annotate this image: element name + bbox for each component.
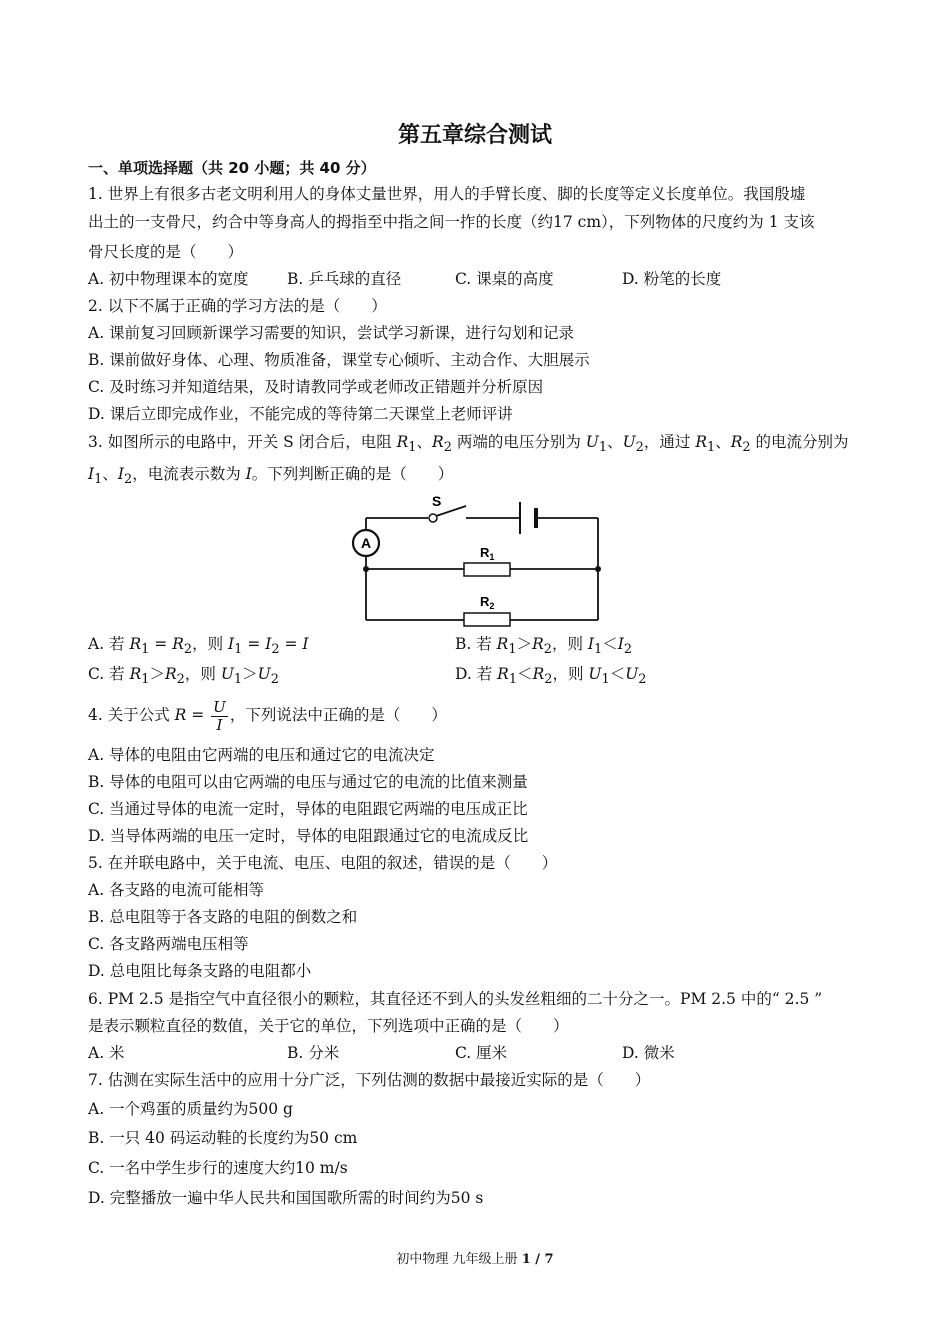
page-number: 1 / 7 xyxy=(521,1252,554,1267)
q2-option-a: A. 课前复习回顾新课学习需要的知识，尝试学习新课，进行勾划和记录 xyxy=(88,324,575,342)
q5-option-d: D. 总电阻比每条支路的电阻都小 xyxy=(88,962,312,980)
r1-label: $R_1$ xyxy=(480,545,495,562)
q5-option-c: C. 各支路两端电压相等 xyxy=(88,935,249,953)
q6-option-a: A. 米 xyxy=(88,1044,125,1062)
q3-option-a: A. 若 $R_1 = R_2$，则 $I_1 = I_2 = I$ xyxy=(88,635,309,658)
q5-option-a: A. 各支路的电流可能相等 xyxy=(88,881,265,899)
q5-stem: 5. 在并联电路中，关于电流、电压、电阻的叙述，错误的是（ ） xyxy=(88,854,558,872)
q4-option-d: D. 当导体两端的电压一定时，导体的电阻跟通过它的电流成反比 xyxy=(88,827,529,845)
q4-option-b: B. 导体的电阻可以由它两端的电压与通过它的电流的比值来测量 xyxy=(88,773,528,791)
q2-stem: 2. 以下不属于正确的学习方法的是（ ） xyxy=(88,297,387,315)
q6-options xyxy=(88,1043,868,1063)
q3-line-1: 3. 如图所示的电路中，开关 S 闭合后，电阻 $R_1$、$R_2$ 两端的电压分别为 $U_1$、$U_2$，通过 $R_1$、$R_2$ 的电流分别为 xyxy=(88,433,849,456)
q6-option-c: C. 厘米 xyxy=(455,1044,508,1062)
q3-option-d: D. 若 $R_1<R_2$，则 $U_1<U_2$ xyxy=(455,665,647,688)
q4-option-c: C. 当通过导体的电流一定时，导体的电阻跟它两端的电压成正比 xyxy=(88,800,528,818)
q4-stem: 4. 关于公式 R = $\frac{U}{I}$ ，下列说法中正确的是（ ） xyxy=(88,697,447,734)
q1-line: 出土的一支骨尺，约合中等身高人的拇指至中指之间一拃的长度（约17 cm），下列物体的尺度约为 1 支该 xyxy=(88,213,815,231)
q5-option-b: B. 总电阻等于各支路的电阻的倒数之和 xyxy=(88,908,358,926)
switch-label: S xyxy=(432,493,442,509)
circuit-diagram xyxy=(340,488,610,628)
q3-line-2: $I_1$、$I_2$，电流表示数为 I。下列判断正确的是（ ） xyxy=(88,465,454,488)
q1-option-d: D. 粉笔的长度 xyxy=(622,270,722,288)
q1-options xyxy=(88,269,868,289)
q7-option-b: B. 一只 40 码运动鞋的长度约为50 cm xyxy=(88,1129,358,1147)
page-title: 第五章综合测试 xyxy=(397,123,552,148)
q1-option-a: A. 初中物理课本的宽度 xyxy=(88,270,249,288)
q4-option-a: A. 导体的电阻由它两端的电压和通过它的电流决定 xyxy=(88,746,435,764)
q1-line: 1. 世界上有很多古老文明利用人的身体丈量世界，用人的手臂长度、脚的长度等定义长度单位。我国殷墟 xyxy=(88,185,806,203)
q1-line: 骨尺长度的是（ ） xyxy=(88,243,244,261)
q6-option-d: D. 微米 xyxy=(622,1044,675,1062)
q2-option-d: D. 课后立即完成作业，不能完成的等待第二天课堂上老师评讲 xyxy=(88,405,513,423)
q3-option-c: C. 若 $R_1>R_2$，则 $U_1>U_2$ xyxy=(88,665,279,688)
q6-option-b: B. 分米 xyxy=(287,1044,340,1062)
formula-fraction: $\frac{U}{I}$ xyxy=(213,697,226,734)
q3-option-b: B. 若 $R_1>R_2$，则 $I_1<I_2$ xyxy=(455,635,633,658)
section-heading: 一、单项选择题（共 20 小题；共 40 分） xyxy=(88,159,376,177)
r2-label: $R_2$ xyxy=(480,594,495,611)
ammeter-label: A xyxy=(360,535,372,551)
q7-option-c: C. 一名中学生步行的速度大约10 m/s xyxy=(88,1159,348,1177)
footer-text: 初中物理 九年级上册 xyxy=(396,1252,522,1267)
q7-option-d: D. 完整播放一遍中华人民共和国国歌所需的时间约为50 s xyxy=(88,1189,484,1207)
q6-line: 6. PM 2.5 是指空气中直径很小的颗粒，其直径还不到人的头发丝粗细的二十分之一。PM 2.5 中的“ 2.5 ” xyxy=(88,990,823,1008)
q7-option-a: A. 一个鸡蛋的质量约为500 g xyxy=(88,1100,293,1118)
q1-option-c: C. 课桌的高度 xyxy=(455,270,554,288)
q6-line: 是表示颗粒直径的数值，关于它的单位，下列选项中正确的是（ ） xyxy=(88,1017,569,1035)
q2-option-c: C. 及时练习并知道结果，及时请教同学或老师改正错题并分析原因 xyxy=(88,378,544,396)
q1-option-b: B. 乒乓球的直径 xyxy=(287,270,402,288)
switch-contact xyxy=(429,514,437,522)
q2-option-b: B. 课前做好身体、心理、物质准备，课堂专心倾听、主动合作、大胆展示 xyxy=(88,351,590,369)
page-footer xyxy=(0,1248,950,1267)
q7-stem: 7. 估测在实际生活中的应用十分广泛，下列估测的数据中最接近实际的是（ ） xyxy=(88,1071,651,1089)
